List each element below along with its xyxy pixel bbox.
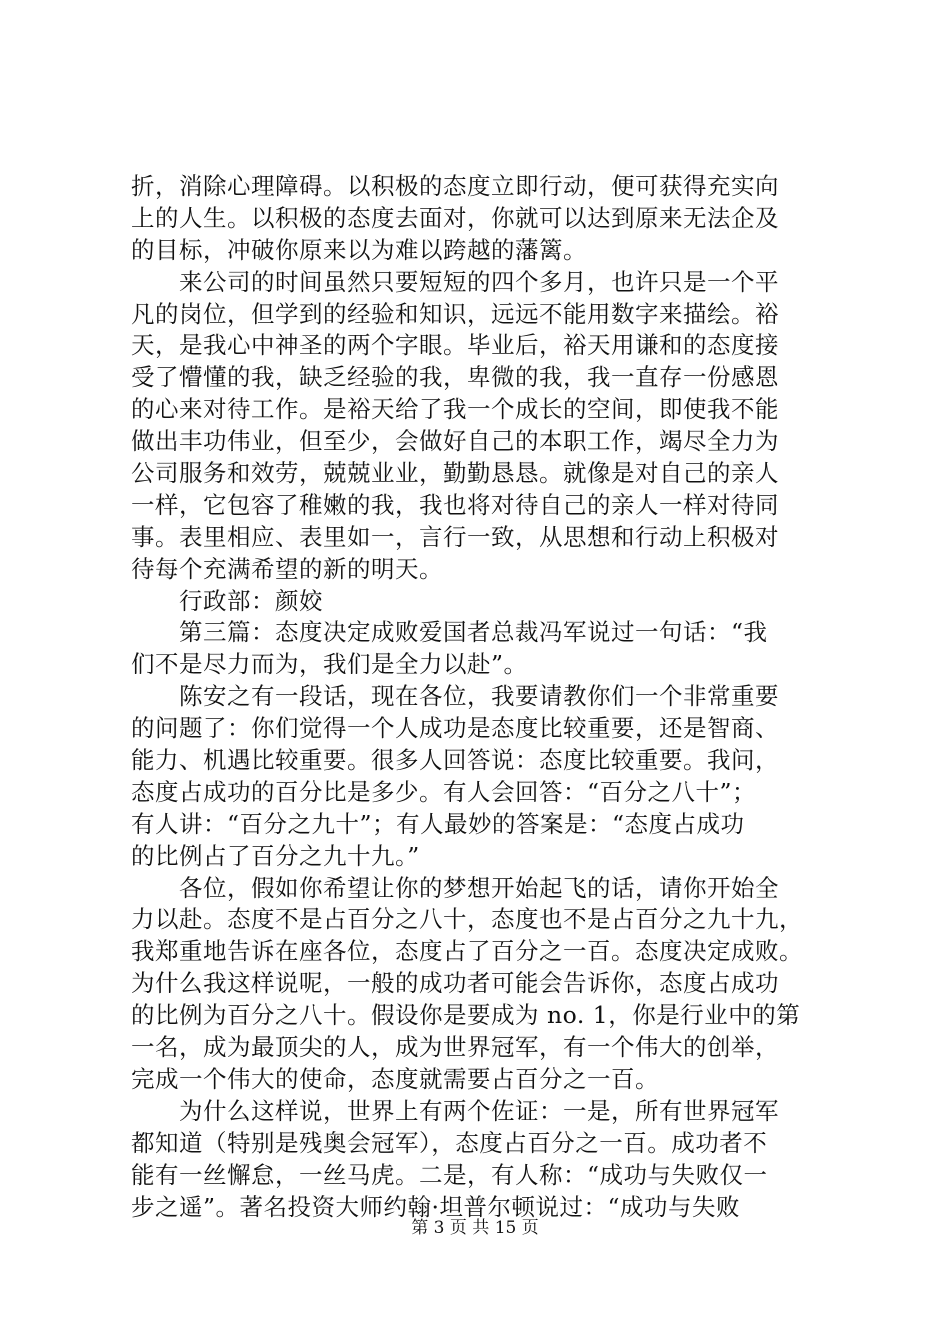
text-line: 的心来对待工作。是裕天给了我一个成长的空间，即使我不能 — [131, 395, 779, 424]
text-line: 一名，成为最顶尖的人，成为世界冠军，有一个伟大的创举， — [131, 1033, 779, 1062]
text-line: 一样，它包容了稚嫩的我，我也将对待自己的亲人一样对待同 — [131, 490, 779, 519]
text-line: 有人讲：“百分之九十”；有人最妙的答案是：“态度占成功 — [131, 809, 745, 838]
text-line: 事。表里相应、表里如一，言行一致，从思想和行动上积极对 — [131, 522, 779, 551]
text-line: 上的人生。以积极的态度去面对，你就可以达到原来无法企及 — [131, 203, 779, 232]
text-line: 各位，假如你希望让你的梦想开始起飞的话，请你开始全 — [179, 873, 779, 902]
text-line: 们不是尽力而为，我们是全力以赴”。 — [131, 650, 528, 679]
page-footer: 第 3 页 共 15 页 — [411, 1218, 539, 1238]
text-line: 凡的岗位，但学到的经验和知识，远远不能用数字来描绘。裕 — [131, 299, 779, 328]
text-line: 的比例占了百分之九十九。” — [131, 841, 420, 870]
text-line: 陈安之有一段话，现在各位，我要请教你们一个非常重要 — [179, 682, 779, 711]
text-line: 完成一个伟大的使命，态度就需要占百分之一百。 — [131, 1064, 659, 1093]
text-line: 受了懵懂的我，缺乏经验的我，卑微的我，我一直存一份感恩 — [131, 363, 779, 392]
text-line: 第三篇：态度决定成败爱国者总裁冯军说过一句话：“我 — [179, 618, 768, 647]
text-line: 的问题了：你们觉得一个人成功是态度比较重要，还是智商、 — [131, 714, 779, 743]
text-line: 我郑重地告诉在座各位，态度占了百分之一百。态度决定成败。 — [131, 937, 803, 966]
text-line: 做出丰功伟业，但至少，会做好自己的本职工作，竭尽全力为 — [131, 427, 779, 456]
text-line: 待每个充满希望的新的明天。 — [131, 554, 443, 583]
text-line: 的比例为百分之八十。假设你是要成为 no. 1，你是行业中的第 — [131, 1001, 801, 1030]
text-line: 都知道（特别是残奥会冠军），态度占百分之一百。成功者不 — [131, 1128, 768, 1157]
text-line: 来公司的时间虽然只要短短的四个多月，也许只是一个平 — [179, 267, 779, 296]
text-line: 态度占成功的百分比是多少。有人会回答：“百分之八十”； — [131, 777, 757, 806]
text-line: 步之遥”。著名投资大师约翰·坦普尔顿说过：“成功与失败 — [131, 1192, 740, 1221]
text-line: 能力、机遇比较重要。很多人回答说：态度比较重要。我问， — [131, 746, 779, 775]
text-line: 公司服务和效劳，兢兢业业，勤勤恳恳。就像是对自己的亲人 — [131, 459, 779, 488]
text-line: 的目标，冲破你原来以为难以跨越的藩篱。 — [131, 235, 587, 264]
text-line: 能有一丝懈怠，一丝马虎。二是，有人称：“成功与失败仅一 — [131, 1160, 768, 1189]
document-body — [131, 171, 831, 1223]
text-line: 行政部：颜姣 — [179, 586, 323, 615]
text-line: 折，消除心理障碍。以积极的态度立即行动，便可获得充实向 — [131, 172, 779, 200]
text-line: 力以赴。态度不是占百分之八十，态度也不是占百分之九十九， — [131, 905, 803, 934]
text-line: 为什么这样说，世界上有两个佐证：一是，所有世界冠军 — [179, 1096, 779, 1125]
text-line: 天，是我心中神圣的两个字眼。毕业后，裕天用谦和的态度接 — [131, 331, 779, 360]
text-line: 为什么我这样说呢，一般的成功者可能会告诉你，态度占成功 — [131, 969, 779, 998]
